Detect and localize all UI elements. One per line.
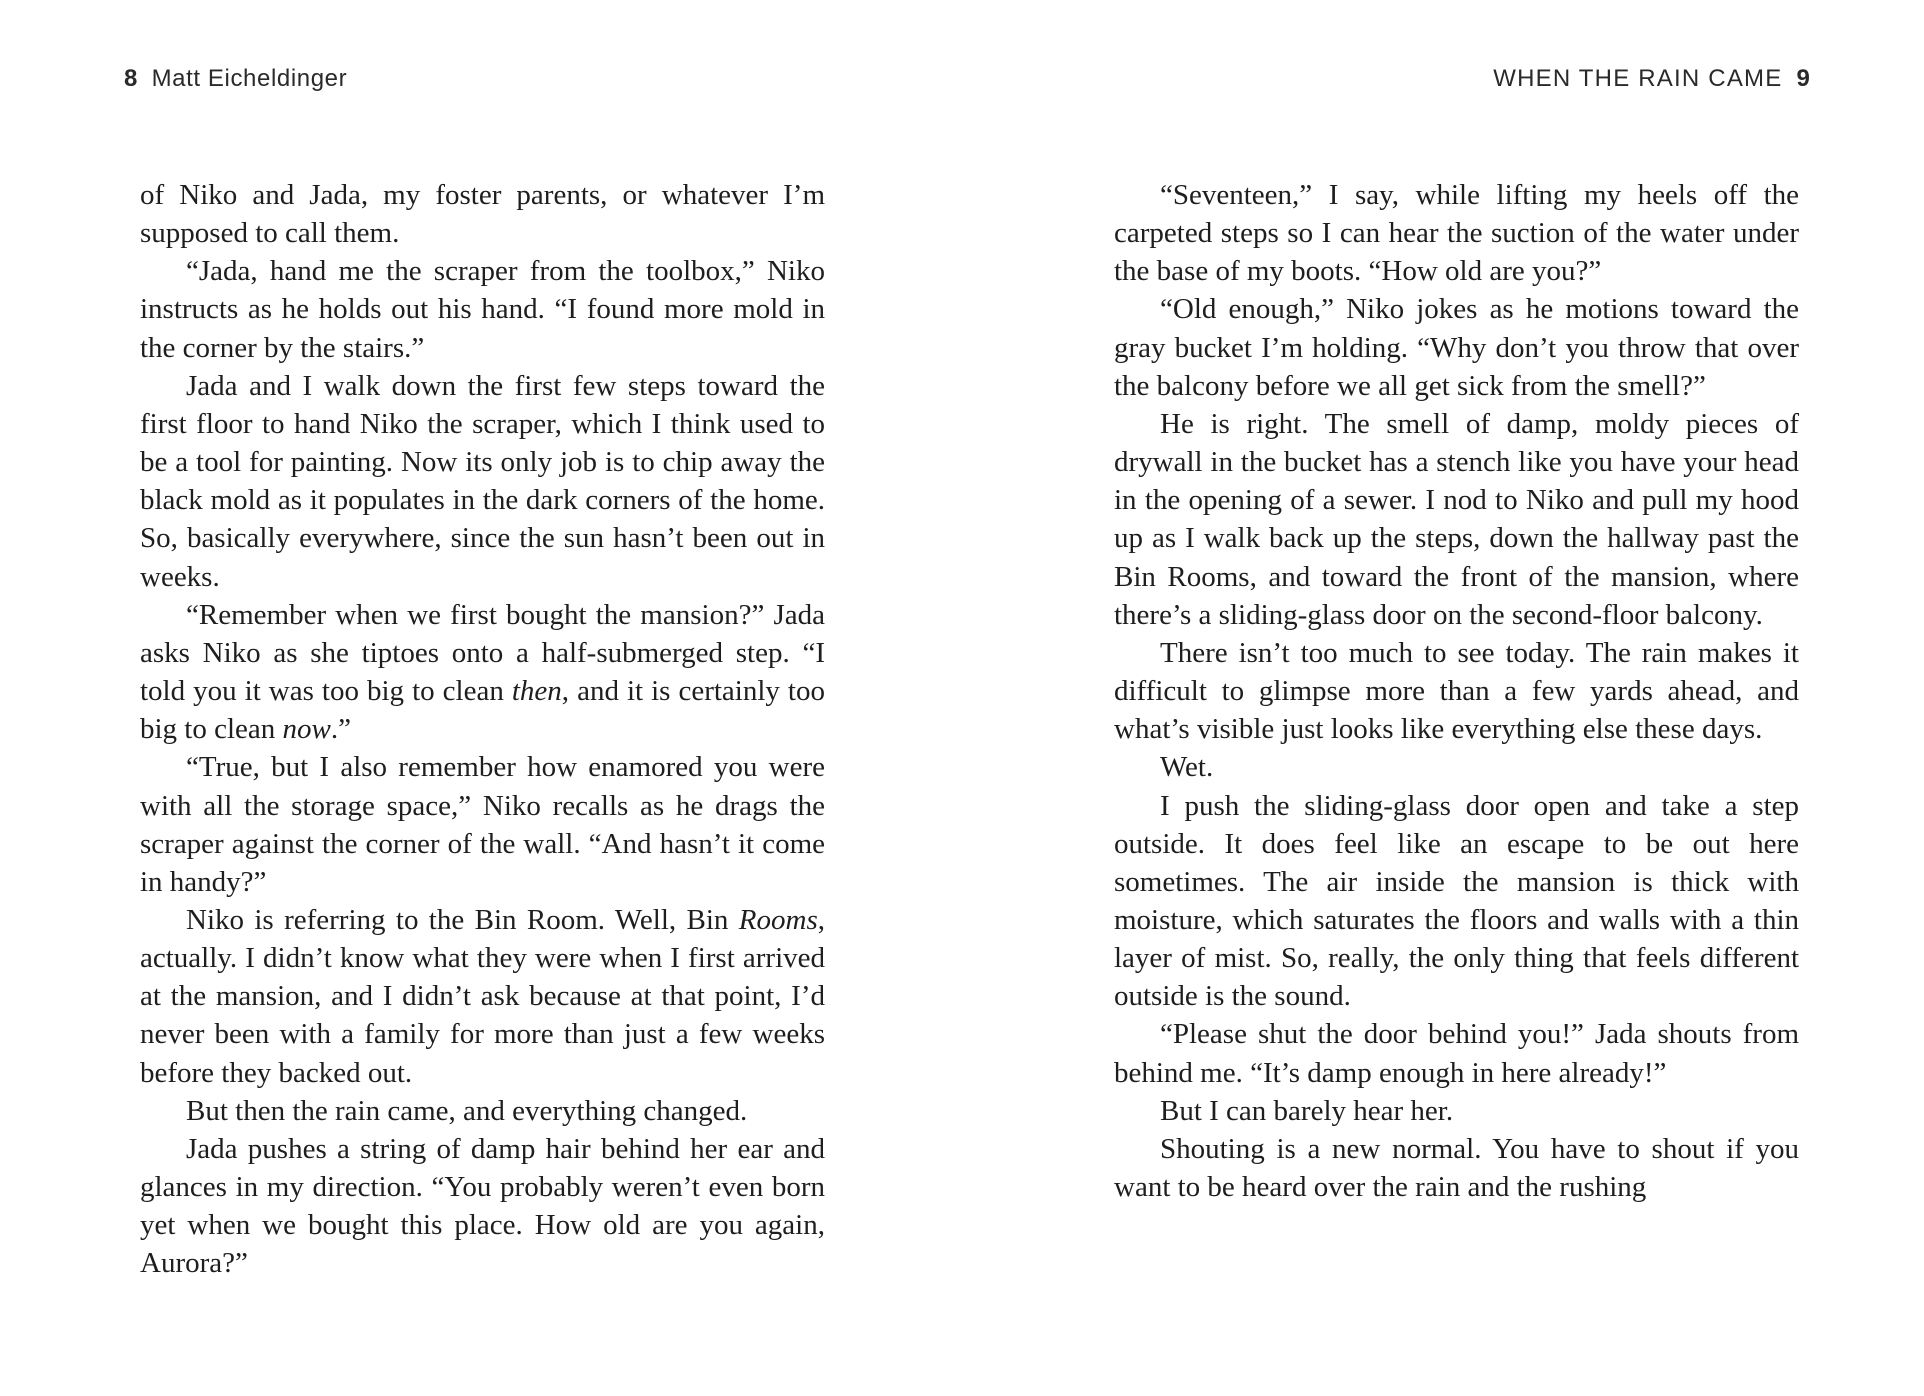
paragraph [1114, 176, 1799, 290]
paragraph [1114, 1130, 1799, 1206]
paragraph [140, 176, 825, 252]
paragraph [140, 367, 825, 596]
author-name: Matt Eicheldinger [151, 65, 348, 92]
paragraph [1114, 787, 1799, 1016]
paragraph-text: “Old enough,” Niko jokes as he motions toward the gray bucket I’m holding. “Why don’t you throw that over the balcony before we all get sick from the smell?” [1114, 293, 1799, 402]
paragraph [1114, 290, 1799, 404]
paragraph-text: Shouting is a new normal. You have to shout if you want to be heard over the rain and the rushing [1114, 1132, 1799, 1204]
paragraph-text: But I can barely hear her. [1160, 1094, 1454, 1127]
right-page-number: 9 [1796, 65, 1810, 92]
emphasis-text: then [511, 675, 562, 708]
paragraph [140, 748, 825, 901]
paragraph-text: Jada and I walk down the first few steps toward the first floor to hand Niko the scraper, which I think used to be a tool for painting. Now its only job is to chip away the black mold as it populates in the dark corners of the home. So, basically everywhere, since the sun hasn’t been out in weeks. [140, 369, 825, 593]
emphasis-text: Rooms [738, 903, 818, 936]
right-running-head [1493, 65, 1810, 93]
paragraph [1114, 634, 1799, 748]
paragraph-text: “Seventeen,” I say, while lifting my heels off the carpeted steps so I can hear the suction of the water under the base of my boots. “How old are you?” [1114, 179, 1799, 288]
left-body-text [140, 176, 825, 1283]
paragraph [1114, 1015, 1799, 1091]
paragraph [140, 252, 825, 366]
paragraph-text: of Niko and Jada, my foster parents, or whatever I’m supposed to call them. [140, 179, 825, 250]
paragraph-text: Wet. [1160, 751, 1214, 784]
paragraph-text: He is right. The smell of damp, moldy pieces of drywall in the bucket has a stench like you have your head in the opening of a sewer. I nod to Niko and pull my hood up as I walk back up the steps, down the hallway past the Bin Rooms, and toward the front of the mansion, where there’s a sliding-glass door on the second-floor balcony. [1114, 407, 1799, 631]
left-running-head [124, 65, 347, 93]
right-body-text [1114, 176, 1799, 1206]
paragraph [1114, 1092, 1799, 1130]
paragraph [140, 596, 825, 749]
paragraph-text: But then the rain came, and everything changed. [186, 1094, 748, 1127]
paragraph-text: Niko is referring to the Bin Room. Well, Bin [186, 903, 739, 936]
emphasis-text: now [282, 713, 331, 746]
paragraph [140, 1092, 825, 1130]
right-page [962, 0, 1924, 1396]
paragraph-text: “Jada, hand me the scraper from the toolbox,” Niko instructs as he holds out his hand. “I found more mold in the corner by the stairs.” [140, 255, 825, 364]
paragraph-text: “Please shut the door behind you!” Jada shouts from behind me. “It’s damp enough in here already!” [1114, 1018, 1799, 1089]
left-page-number: 8 [124, 65, 138, 92]
book-title: WHEN THE RAIN CAME [1493, 65, 1783, 92]
paragraph-text: I push the sliding-glass door open and take a step outside. It does feel like an escape to be out here sometimes. The air inside the mansion is thick with moisture, which saturates the floors and walls with a thin layer of mist. So, really, the only thing that feels different outside is the sound. [1114, 789, 1799, 1013]
paragraph [1114, 748, 1799, 786]
paragraph-text: “Remember when we first bought the mansion?” Jada asks Niko as she tiptoes onto a half-submerged step. “I told you it was too big to clean [140, 598, 825, 708]
paragraph [1114, 405, 1799, 634]
paragraph [140, 1130, 825, 1283]
paragraph [140, 901, 825, 1092]
paragraph-text: There isn’t too much to see today. The rain makes it difficult to glimpse more than a few yards ahead, and what’s visible just looks like everything else these days. [1114, 636, 1799, 746]
paragraph-text: , actually. I didn’t know what they were when I first arrived at the mansion, and I didn’t ask because at that point, I’d never been with a family for more than just a few weeks before they backed out. [140, 903, 825, 1089]
paragraph-text: “True, but I also remember how enamored you were with all the storage space,” Niko recalls as he drags the scraper against the corner of the wall. “And hasn’t it come in handy?” [140, 751, 825, 898]
paragraph-text: , and it is certainly too big to clean [140, 675, 825, 746]
paragraph-text: .” [330, 713, 352, 746]
paragraph-text: Jada pushes a string of damp hair behind her ear and glances in my direction. “You probably weren’t even born yet when we bought this place. How old are you again, Aurora?” [140, 1132, 825, 1280]
